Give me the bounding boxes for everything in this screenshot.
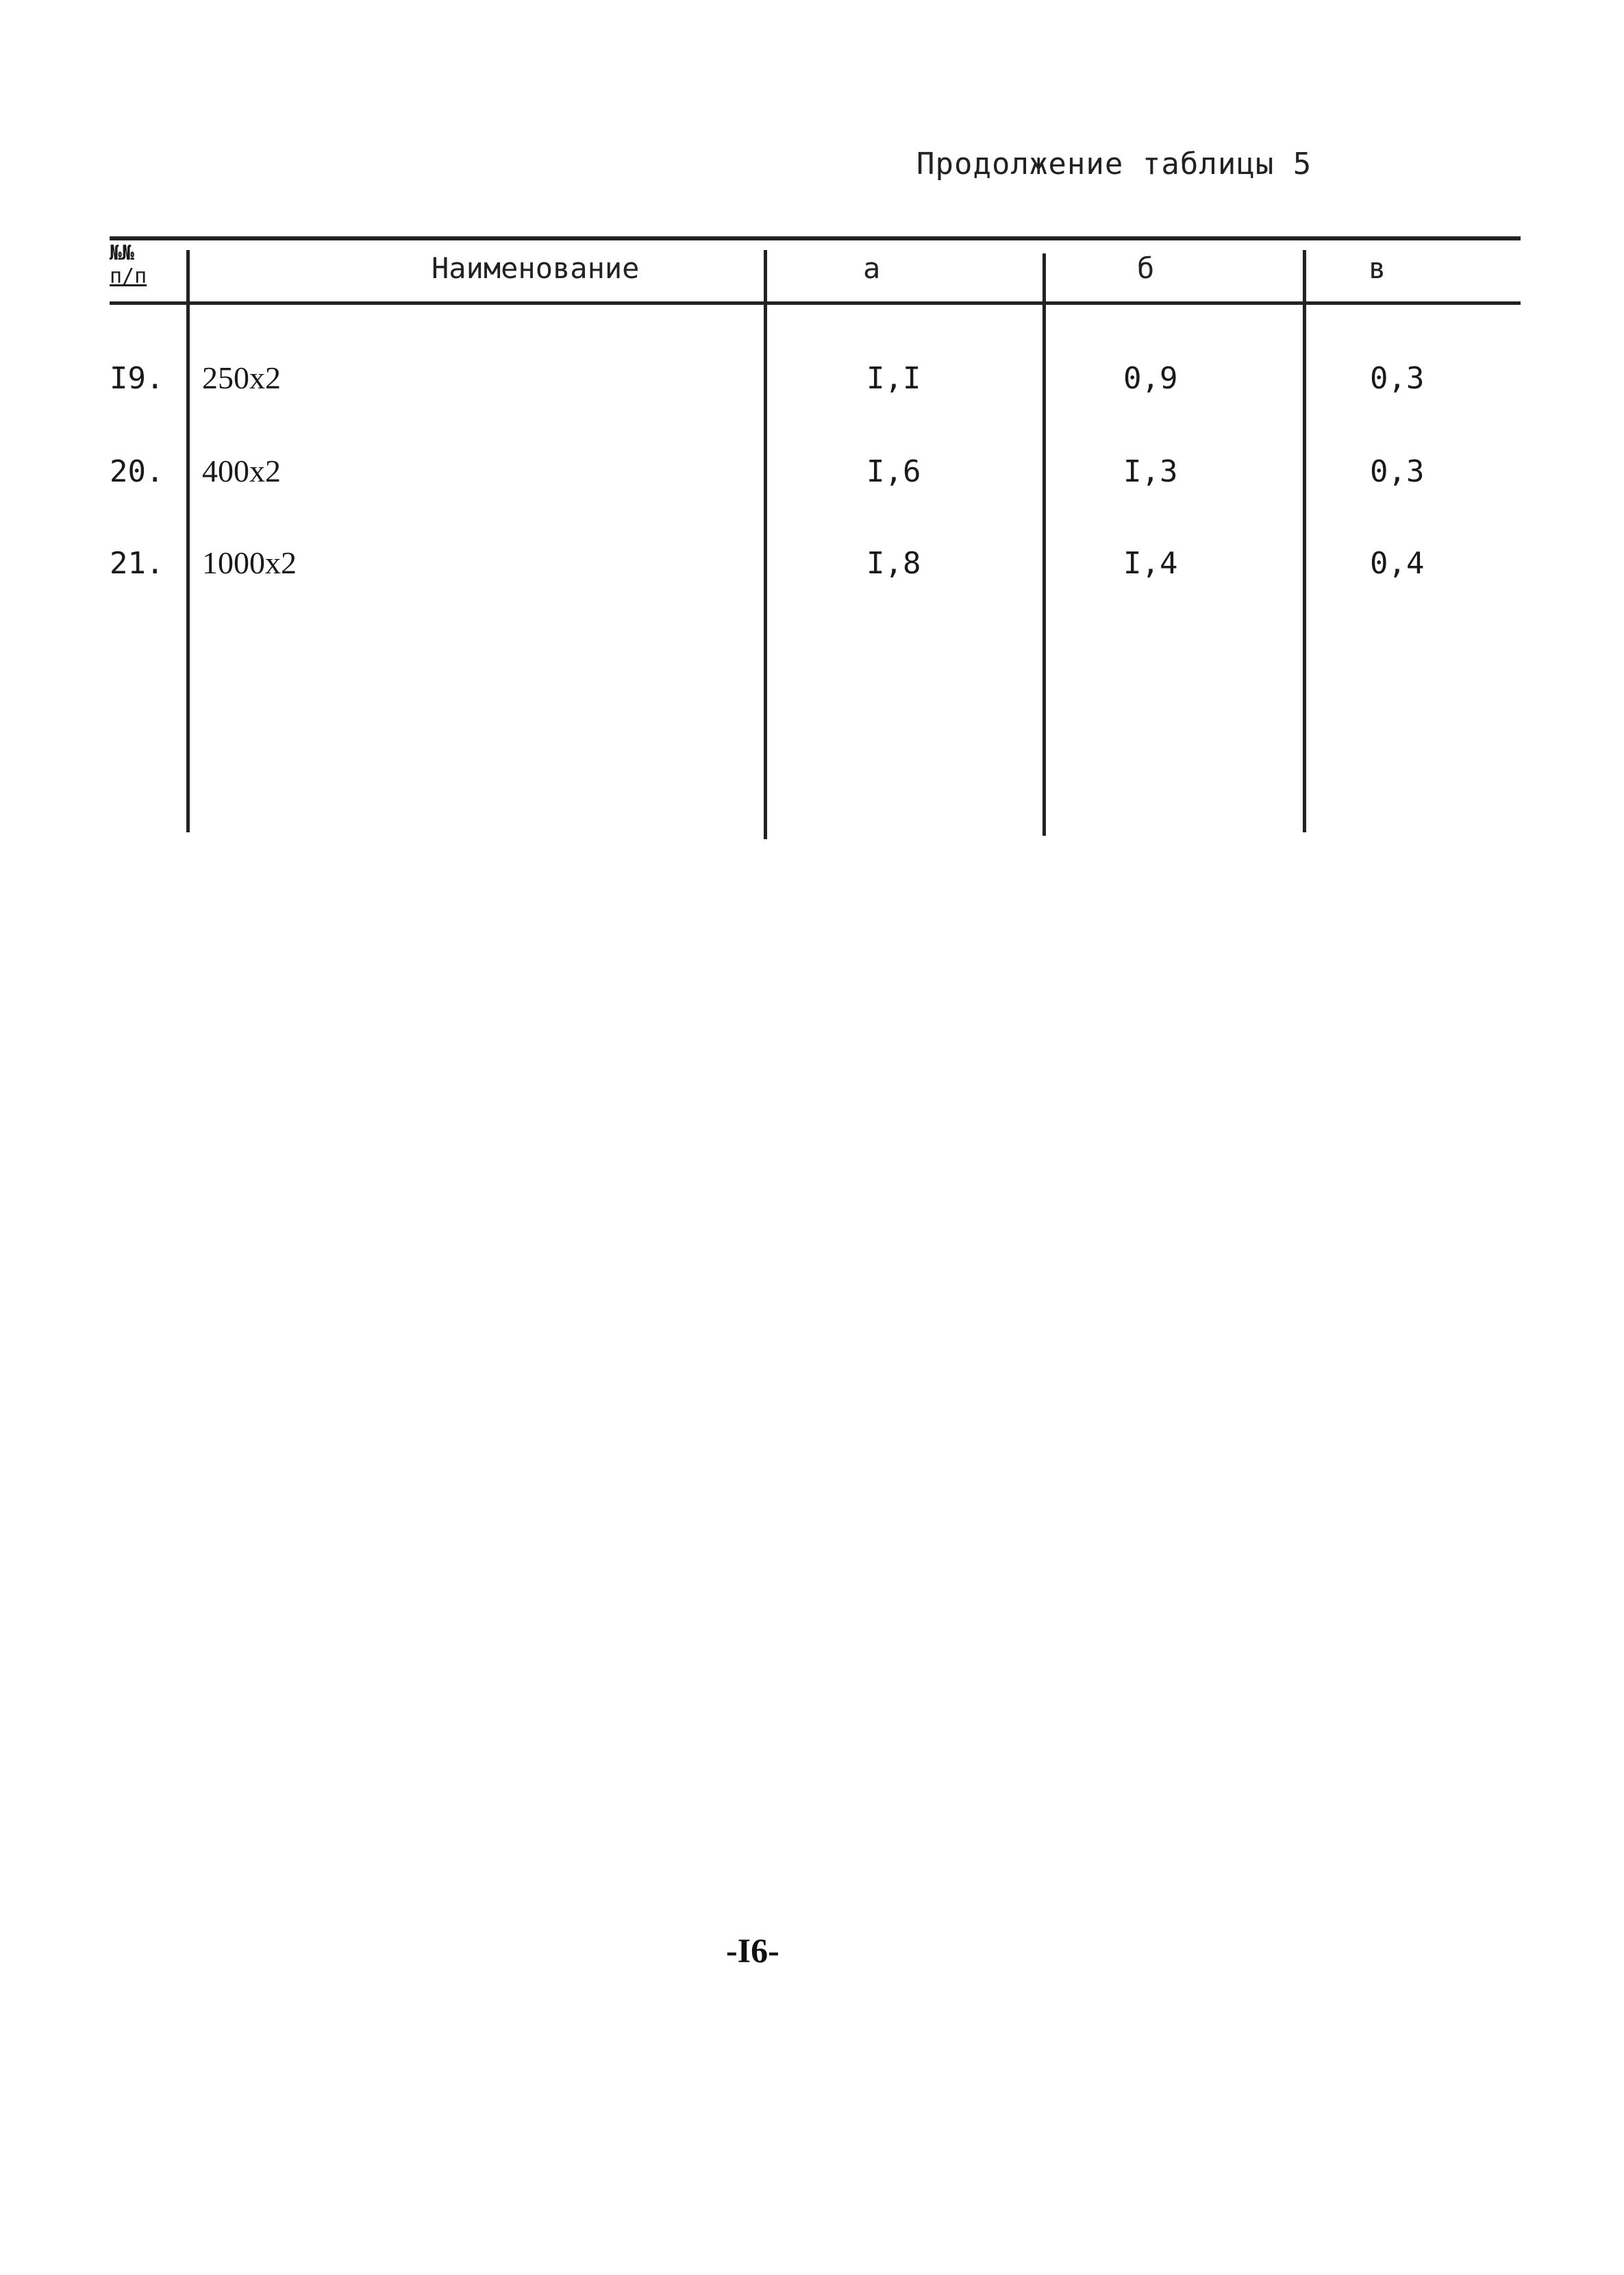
- column-divider-name: [764, 250, 767, 839]
- header-num: [110, 242, 147, 288]
- row-a: I,8: [866, 546, 921, 581]
- column-divider-a: [1042, 253, 1046, 836]
- row-v: 0,4: [1370, 546, 1425, 581]
- row-b: 0,9: [1123, 361, 1178, 396]
- row-b: I,3: [1123, 454, 1178, 489]
- table-header-rule: [110, 301, 1521, 305]
- row-name: 400x2: [202, 453, 281, 488]
- header-num-line1: №№: [110, 241, 135, 265]
- row-name: 250x2: [202, 360, 281, 395]
- row-v: 0,3: [1370, 361, 1425, 396]
- row-a: I,6: [866, 454, 921, 489]
- row-b: I,4: [1123, 546, 1178, 581]
- page-number: -I6-: [726, 1931, 779, 1969]
- table-top-rule: [110, 236, 1521, 240]
- row-num: I9.: [110, 361, 164, 396]
- header-num-line2: п/п: [110, 264, 147, 288]
- header-b: б: [1137, 251, 1155, 285]
- data-table: [110, 236, 1521, 599]
- column-divider-num: [186, 250, 190, 832]
- row-v: 0,3: [1370, 454, 1425, 489]
- row-name: 1000x2: [202, 545, 297, 580]
- header-a: а: [863, 251, 881, 285]
- row-a: I,I: [866, 361, 921, 396]
- row-num: 20.: [110, 454, 164, 489]
- header-v: в: [1369, 251, 1386, 285]
- row-num: 21.: [110, 546, 164, 581]
- column-divider-b: [1303, 250, 1306, 832]
- header-name: Наименование: [432, 251, 640, 285]
- table-caption: Продолжение таблицы 5: [916, 147, 1312, 182]
